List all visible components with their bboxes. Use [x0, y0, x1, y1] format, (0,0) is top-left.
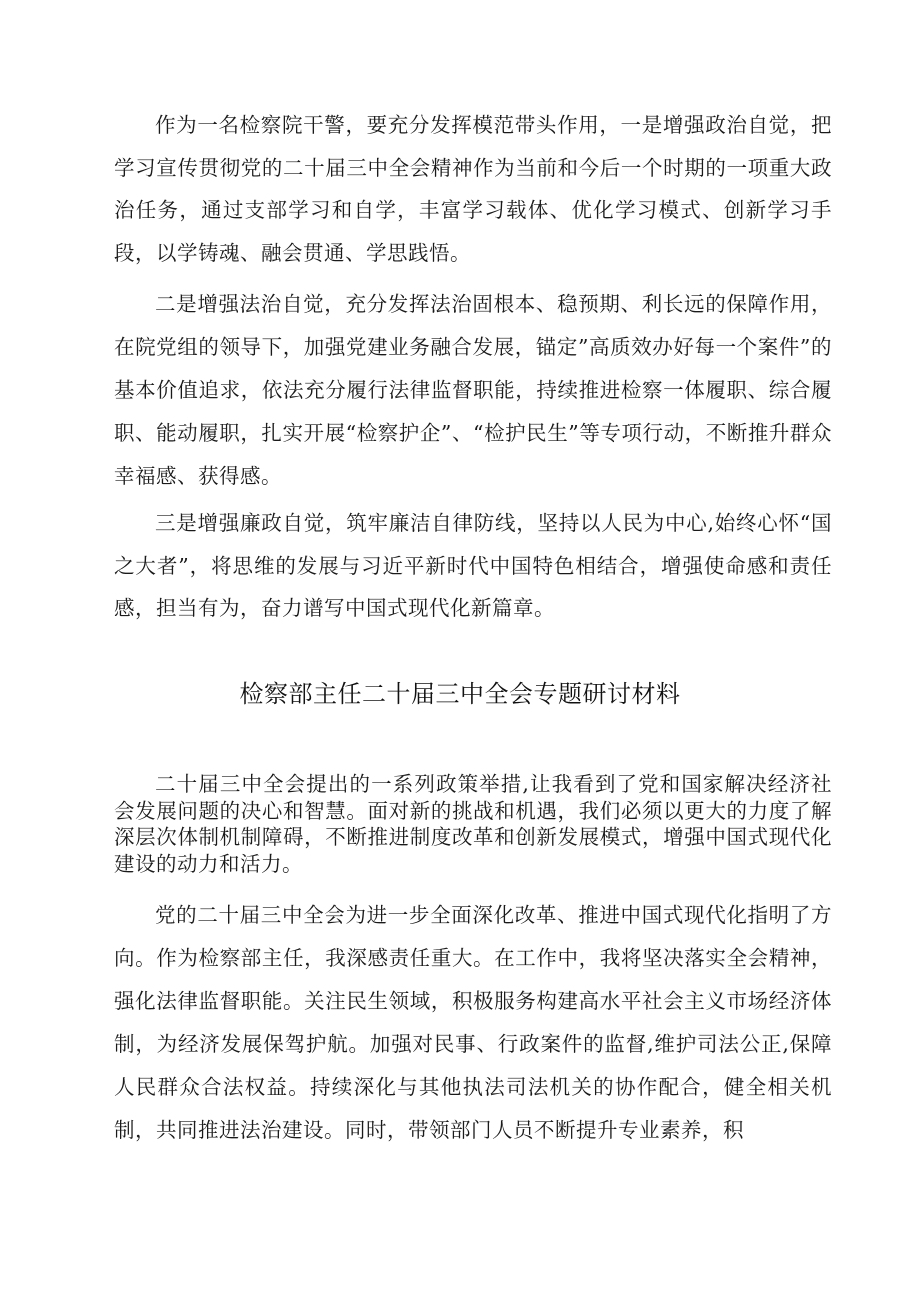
paragraph-political-awareness: 作为一名检察院干警，要充分发挥模范带头作用，一是增强政治自觉，把学习宣传贯彻党的二十届三中全会精神作为当前和今后一个时期的一项重大政治任务，通过支部学习和自学，丰富学习载体、优化学习模式、创新学习手段，以学铸魂、融会贯通、学思践悟。	[114, 113, 832, 266]
section-title: 检察部主任二十届三中全会专题研讨材料	[239, 680, 681, 708]
paragraph-integrity-awareness: 三是增强廉政自觉，筑牢廉洁自律防线，坚持以人民为中心,始终心怀“国之大者”，将思维的发展与习近平新时代中国特色相结合，增强使命感和责任感，担当有为，奋力谱写中国式现代化新篇章。	[114, 511, 832, 620]
paragraph-rule-of-law-awareness: 二是增强法治自觉，充分发挥法治固根本、稳预期、利长远的保障作用，在院党组的领导下，加强党建业务融合发展，锚定”高质效办好每一个案件”的基本价值追求，依法充分履行法律监督职能，持续推进检察一体履职、综合履职、能动履职，扎实开展“检察护企”、“检护民生”等专项行动，不断推升群众幸福感、获得感。	[114, 292, 832, 488]
paragraph-procuratorate-director-duties: 党的二十届三中全会为进一步全面深化改革、推进中国式现代化指明了方向。作为检察部主任，我深感责任重大。在工作中，我将坚决落实全会精神，强化法律监督职能。关注民生领域，积极服务构建高水平社会主义市场经济体制，为经济发展保驾护航。加强对民事、行政案件的监督,维护司法公正,保障人民群众合法权益。持续深化与其他执法司法机关的协作配合，健全相关机制，共同推进法治建设。同时，带领部门人员不断提升专业素养，积	[114, 903, 832, 1142]
paragraph-plenum-policies: 二十届三中全会提出的一系列政策举措,让我看到了党和国家解决经济社会发展问题的决心和智慧。面对新的挑战和机遇，我们必须以更大的力度了解深层次体制机制障碍，不断推进制度改革和创新发展模式，增强中国式现代化建设的动力和活力。	[114, 772, 832, 876]
